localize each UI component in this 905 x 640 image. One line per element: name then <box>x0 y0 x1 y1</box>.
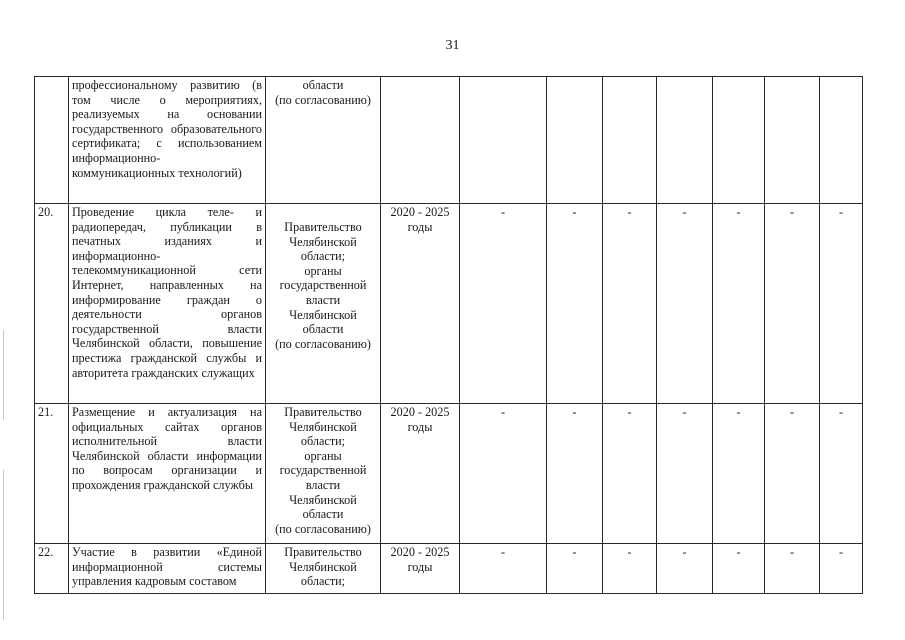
responsible-line: Правительство <box>284 220 362 234</box>
responsible-executor <box>266 77 381 204</box>
measures-table <box>34 76 863 594</box>
value-cell: - <box>657 404 713 544</box>
responsible-line: государственной <box>279 278 367 293</box>
value-cell <box>657 77 713 204</box>
value-cell: - <box>820 204 863 404</box>
page-number: 31 <box>445 38 460 53</box>
value-cell: - <box>765 204 820 404</box>
responsible-line: органы <box>304 263 342 278</box>
responsible-line: (по согласованию) <box>275 521 371 536</box>
responsible-line: Челябинской <box>289 234 357 249</box>
responsible-line: власти <box>305 292 341 307</box>
value-cell: - <box>713 544 765 594</box>
scan-margin-mark <box>3 470 4 620</box>
value-cell <box>713 77 765 204</box>
responsible-executor <box>266 204 381 404</box>
responsible-line: области <box>302 322 344 337</box>
responsible-line: области <box>302 78 344 92</box>
implementation-period: 2020 - 2025 годы <box>381 204 460 404</box>
responsible-line: области <box>302 507 344 522</box>
responsible-line: Челябинской <box>289 492 357 507</box>
value-cell: - <box>460 404 547 544</box>
table-row <box>35 77 863 204</box>
responsible-executor <box>266 544 381 594</box>
responsible-line: Челябинской <box>289 307 357 322</box>
measure-description: Участие в развитии «Единой информационной системы управления кадровым составом <box>69 544 266 594</box>
value-cell: - <box>820 544 863 594</box>
responsible-line: Челябинской <box>289 559 357 574</box>
responsible-line: Челябинской <box>289 419 357 434</box>
value-cell <box>765 77 820 204</box>
value-cell: - <box>603 404 657 544</box>
value-cell: - <box>547 404 603 544</box>
measure-description: Проведение цикла теле- и радиопередач, публикации в печатных изданиях и информационно-телекоммуникационной сети Интернет, направленных на информирование граждан о деятельности органов государственной власти Челябинской области, повышение престижа гражданской службы и авторитета гражданских служащих <box>69 204 266 404</box>
responsible-line: Правительство <box>284 545 362 559</box>
implementation-period <box>381 77 460 204</box>
table-row <box>35 204 863 404</box>
value-cell <box>547 77 603 204</box>
value-cell: - <box>460 544 547 594</box>
implementation-period: 2020 - 2025 годы <box>381 404 460 544</box>
value-cell: - <box>713 204 765 404</box>
responsible-line: государственной <box>279 463 367 478</box>
scan-margin-mark <box>3 330 4 420</box>
responsible-line: Правительство <box>284 405 362 419</box>
value-cell: - <box>460 204 547 404</box>
value-cell: - <box>820 404 863 544</box>
value-cell: - <box>765 544 820 594</box>
measure-description: Размещение и актуализация на официальных сайтах органов исполнительной власти Челябинской области информации по вопросам организации и прохождения гражданской службы <box>69 404 266 544</box>
value-cell: - <box>713 404 765 544</box>
responsible-executor <box>266 404 381 544</box>
row-number: 22. <box>35 544 69 594</box>
value-cell: - <box>657 204 713 404</box>
value-cell: - <box>547 204 603 404</box>
value-cell: - <box>603 544 657 594</box>
responsible-line: (по согласованию) <box>275 92 371 107</box>
value-cell: - <box>603 204 657 404</box>
row-number: 20. <box>35 204 69 404</box>
value-cell <box>820 77 863 204</box>
responsible-line: области; <box>300 249 346 264</box>
row-number: 21. <box>35 404 69 544</box>
responsible-line: (по согласованию) <box>275 336 371 351</box>
responsible-line: власти <box>305 477 341 492</box>
table-row <box>35 544 863 594</box>
responsible-line: области; <box>300 434 346 449</box>
row-number <box>35 77 69 204</box>
measure-description: профессиональному развитию (в том числе о мероприятиях, реализуемых на основании государственного образовательного сертификата; с использованием информационно-коммуникационных технологий) <box>69 77 266 204</box>
value-cell: - <box>657 544 713 594</box>
responsible-line: органы <box>304 448 342 463</box>
value-cell: - <box>547 544 603 594</box>
value-cell: - <box>765 404 820 544</box>
value-cell <box>460 77 547 204</box>
value-cell <box>603 77 657 204</box>
implementation-period: 2020 - 2025 годы <box>381 544 460 594</box>
table-row <box>35 404 863 544</box>
responsible-line: области; <box>300 574 346 589</box>
